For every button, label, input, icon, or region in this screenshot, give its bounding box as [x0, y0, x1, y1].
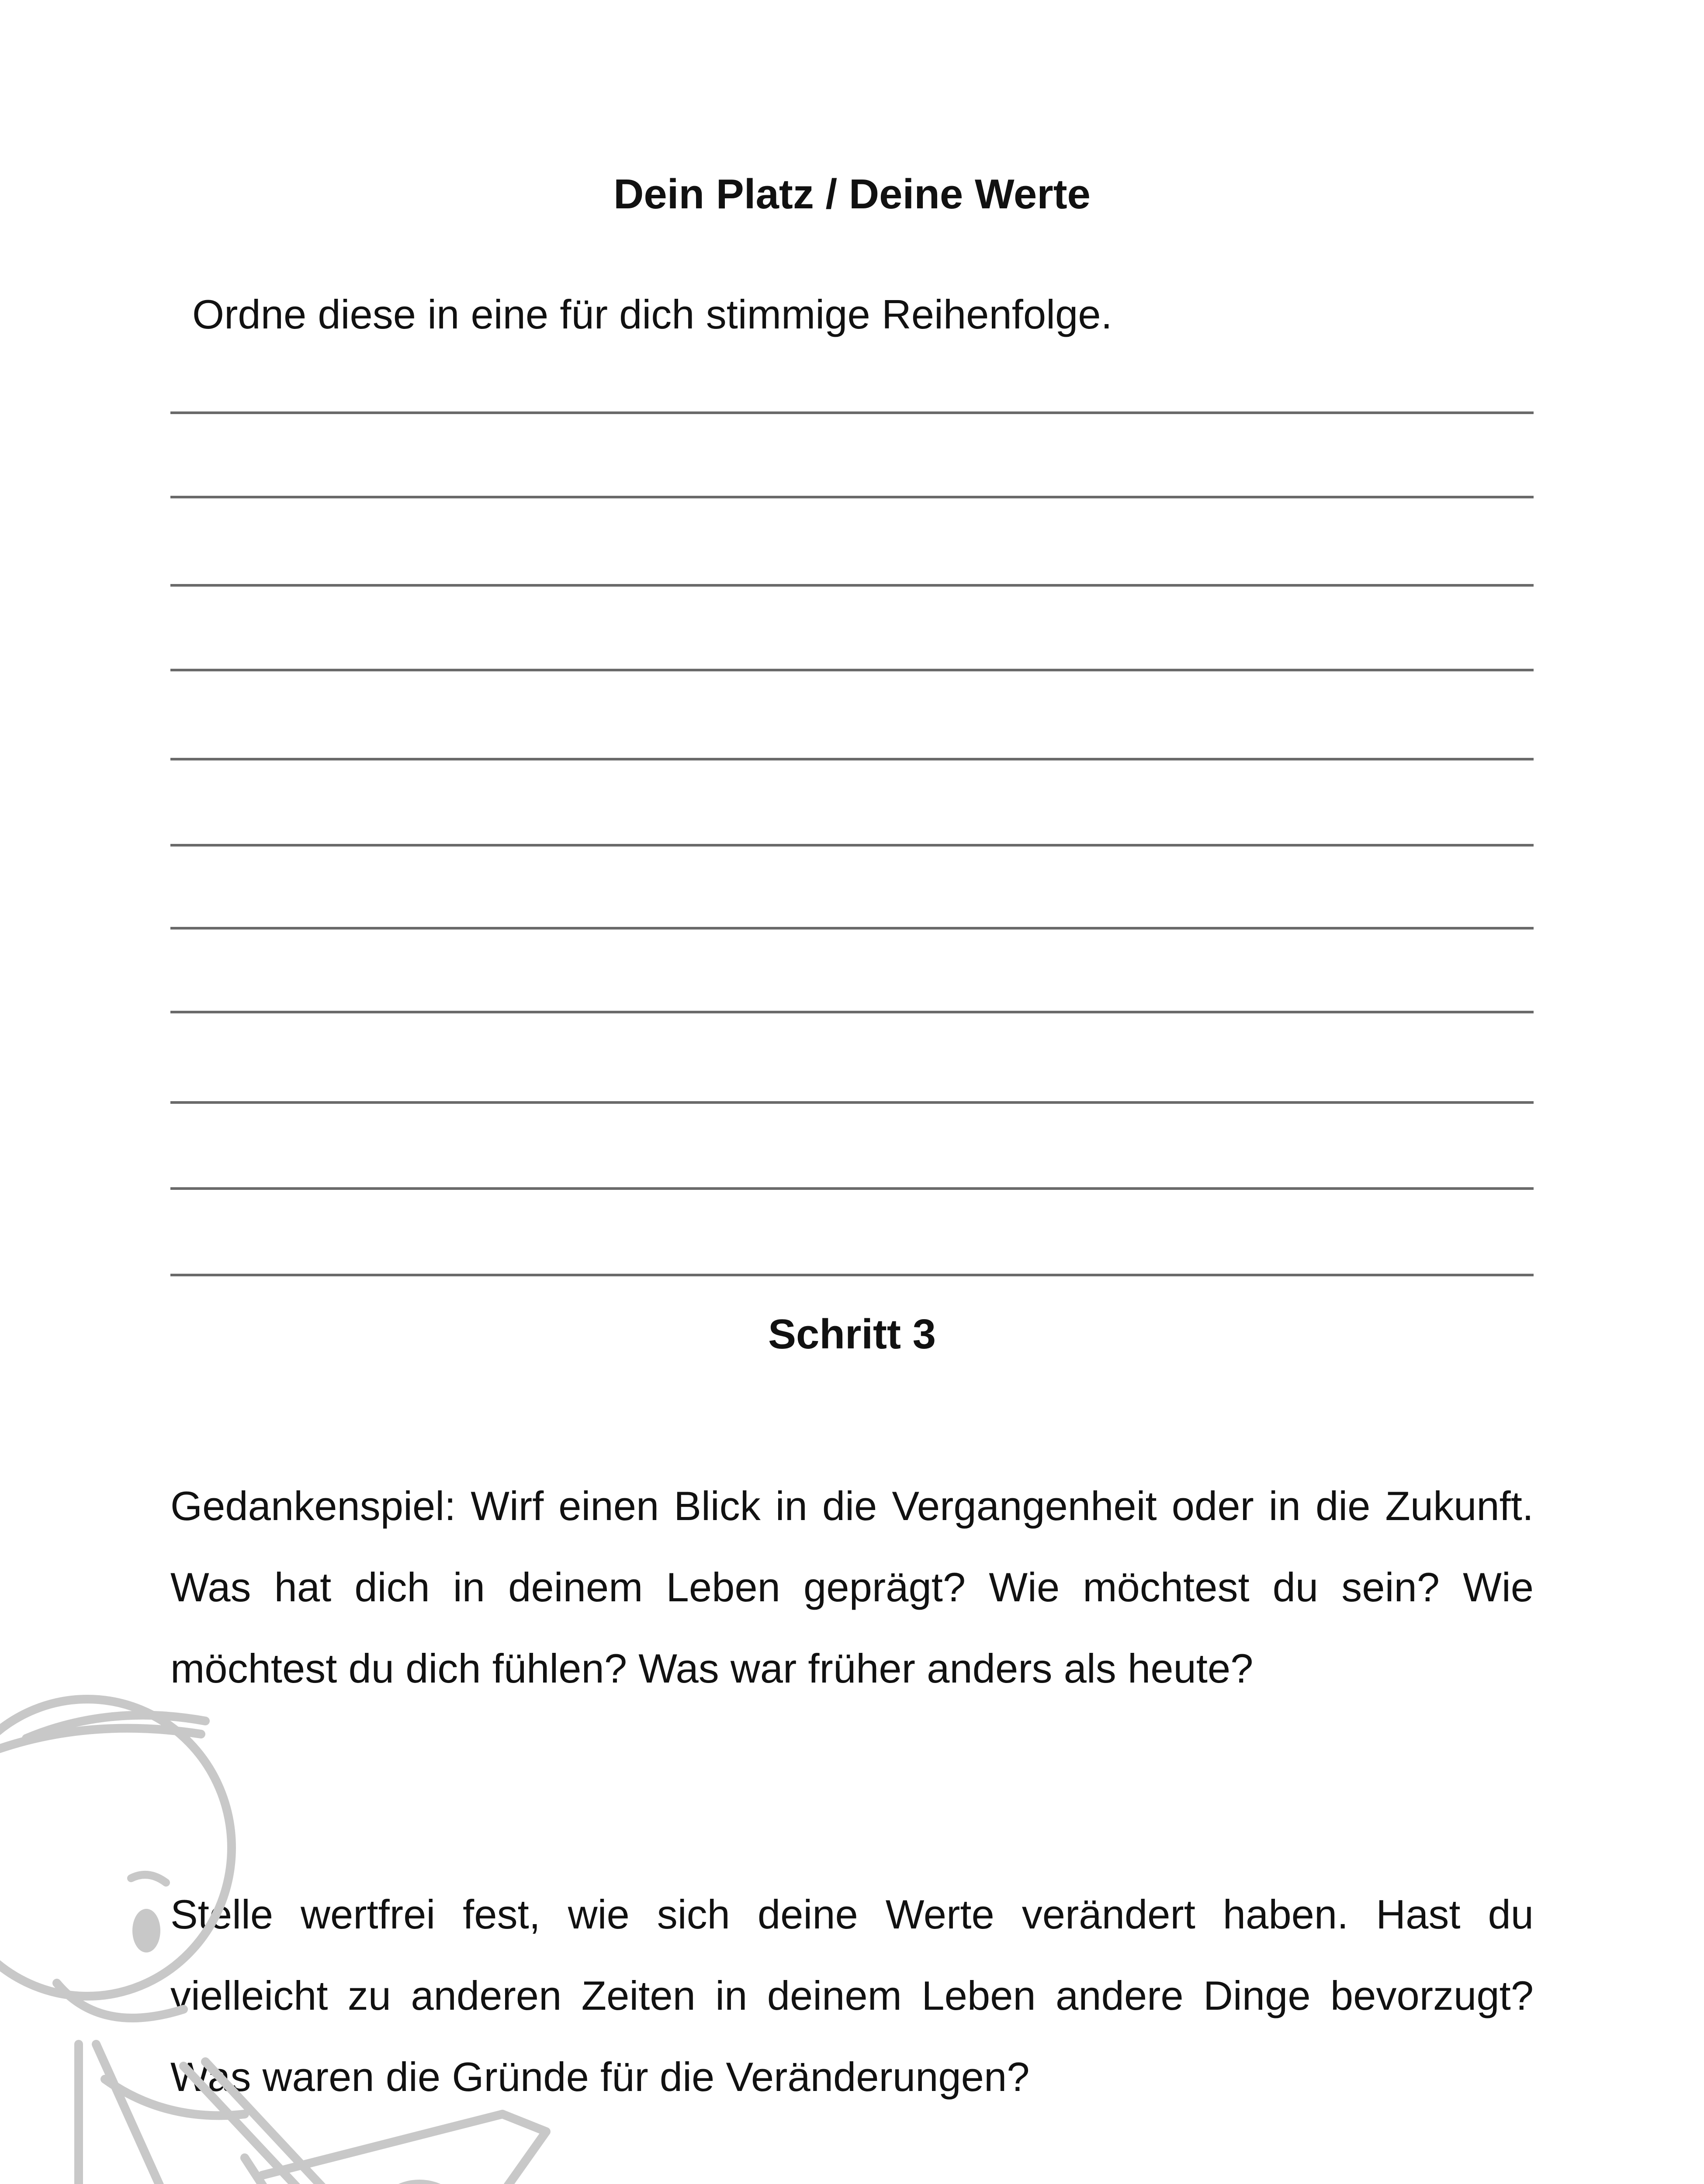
- writing-line: [170, 1187, 1534, 1190]
- writing-line: [170, 1101, 1534, 1104]
- writing-line: [170, 496, 1534, 498]
- writing-line: [170, 927, 1534, 930]
- paragraph-values-change: Stelle wertfrei fest, wie sich deine Werte verändert haben. Hast du vielleicht zu anderen Zeiten in deinem Leben andere Dinge bevorzugt? Was waren die Gründe für die Veränderungen?: [170, 1891, 1534, 2100]
- writing-line: [170, 844, 1534, 847]
- writing-line: [170, 584, 1534, 587]
- writing-line: [170, 1274, 1534, 1276]
- writing-line: [170, 758, 1534, 760]
- writing-line: [170, 411, 1534, 414]
- section-title: Schritt 3: [768, 1311, 936, 1358]
- paragraph-thought-game: Gedankenspiel: Wirf einen Blick in die Vergangenheit oder in die Zukunft. Was hat dich in deinem Leben geprägt? Wie möchtest du sein? Wie möchtest du dich fühlen? Was war früher anders als heute?: [170, 1483, 1534, 1691]
- instruction-text: Ordne diese in eine für dich stimmige Reihenfolge.: [192, 291, 1112, 337]
- page-title: Dein Platz / Deine Werte: [613, 171, 1091, 218]
- writing-line: [170, 1011, 1534, 1013]
- writing-line: [170, 669, 1534, 671]
